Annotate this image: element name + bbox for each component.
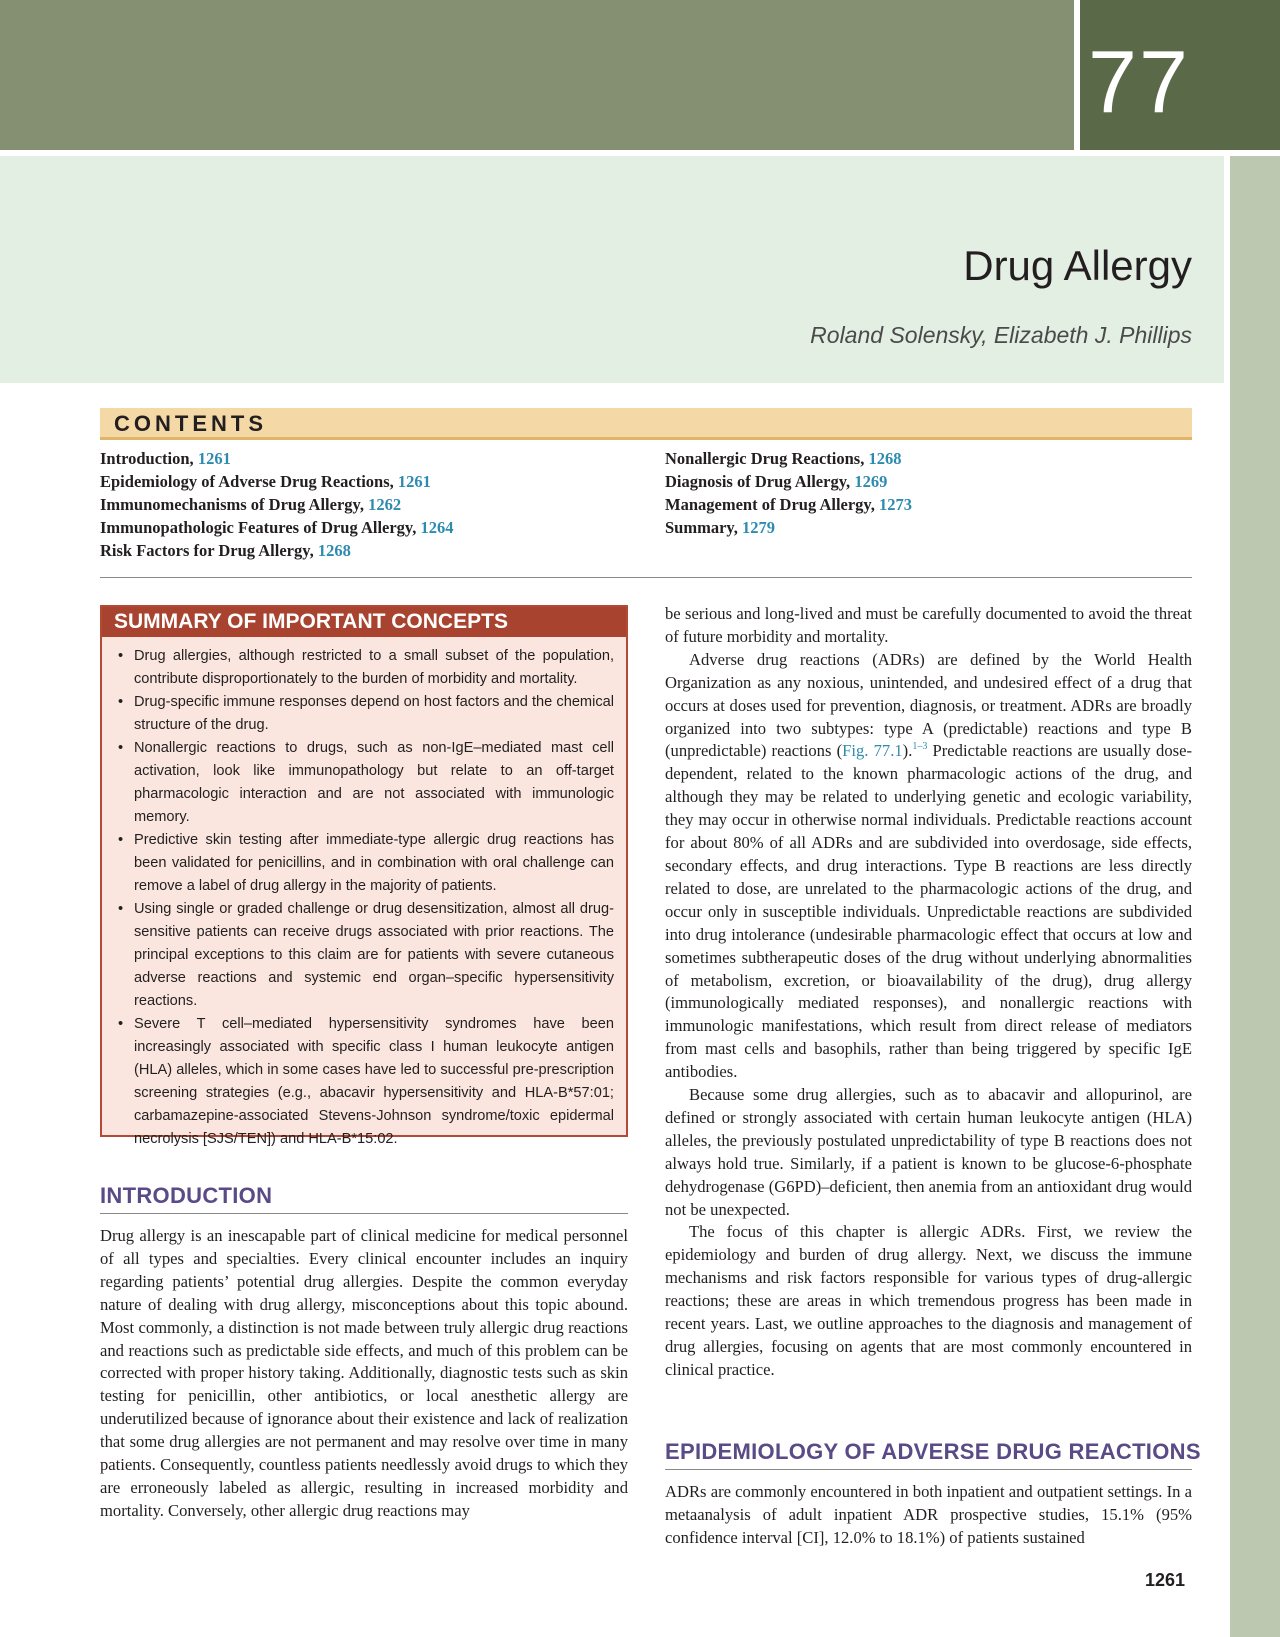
toc-entry[interactable] xyxy=(665,470,912,493)
summary-item: • Predictive skin testing after immediate-type allergic drug reactions has been validated for penicillins, and in combination with oral challenge can remove a label of drug allergy in the majority of patients. xyxy=(116,829,614,898)
toc-entry-page[interactable]: 1261 xyxy=(197,449,231,468)
toc-entry-page[interactable]: 1279 xyxy=(742,518,776,537)
toc-entry-page[interactable]: 1268 xyxy=(868,449,902,468)
epidemiology-paragraph: ADRs are commonly encountered in both inpatient and outpatient settings. In a metaanalysis of adult inpatient ADR prospective studies, 15.1% (95% confidence interval [CI], 12.0% to 18.1%) of patients sustained xyxy=(665,1482,1192,1547)
summary-item: • Nonallergic reactions to drugs, such as non-IgE–mediated mast cell activation, look like immunopathology but relate to an off-target pharmacologic interaction and are not associated with immunologic memory. xyxy=(116,737,614,829)
citation-link[interactable]: 1–3 xyxy=(912,741,928,753)
toc-entry-title: Nonallergic Drug Reactions, xyxy=(665,449,865,468)
header-band xyxy=(0,0,1074,150)
hla-paragraph: Because some drug allergies, such as to abacavir and allopurinol, are defined or strongly associated with certain human leukocyte antigen (HLA) alleles, the previously postulated unpredictability of type B reactions does not always hold true. Similarly, if a patient is known to be glucose-6-phosphate dehydrogenase (G6PD)–deficient, then anemia from an antioxidant drug would not be unexpected. xyxy=(665,1085,1192,1219)
introduction-heading: INTRODUCTION xyxy=(100,1183,273,1208)
introduction-rule xyxy=(100,1213,628,1214)
chapter-authors: Roland Solensky, Elizabeth J. Phillips xyxy=(810,322,1192,348)
introduction-paragraph: Drug allergy is an inescapable part of clinical medicine for medical personnel of all types and specialties. Every clinical encounter includes an inquiry regarding patients’ potential drug allergies. Despite the common everyday nature of dealing with drug allergy, misconceptions about this topic abound. Most commonly, a distinction is not made between truly allergic drug reactions and reactions such as predictable side effects, and much of this problem can be corrected with proper history taking. Additionally, diagnostic tests such as skin testing for penicillin, other antibiotics, or local anesthetic allergy are underutilized because of ignorance about their existence and lack of realization that some drug allergies are not permanent and may resolve over time in many patients. Consequently, countless patients needlessly avoid drugs to which they are erroneously labeled as allergic, resulting in increased morbidity and mortality. Conversely, other allergic drug reactions may xyxy=(100,1226,628,1520)
adr-definition-paragraph xyxy=(665,649,1192,1084)
toc-entry[interactable] xyxy=(100,539,454,562)
toc-entry-page[interactable]: 1261 xyxy=(397,472,431,491)
toc-entry-page[interactable]: 1264 xyxy=(420,518,454,537)
chapter-number: 77 xyxy=(1088,32,1190,131)
contents-bar xyxy=(100,408,1192,440)
toc-entry-page[interactable]: 1273 xyxy=(879,495,913,514)
summary-item: • Using single or graded challenge or drug desensitization, almost all drug-sensitive patients can receive drugs associated with prior reactions. The principal exceptions to this claim are for patients with severe cutaneous adverse reactions and systemic end organ–specific hypersensitivity reactions. xyxy=(116,898,614,1013)
toc-entry[interactable] xyxy=(100,493,454,516)
toc-entry-title: Immunopathologic Features of Drug Allergy, xyxy=(100,518,417,537)
right-column-body xyxy=(665,603,1192,1382)
summary-item: • Drug-specific immune responses depend on host factors and the chemical structure of the drug. xyxy=(116,691,614,737)
adr-text-mid: ). xyxy=(902,741,913,761)
epidemiology-body xyxy=(665,1481,1192,1550)
adr-text-start: Adverse drug reactions (ADRs) are defined by the World Health Organization as any noxious, unintended, and undesired effect of a drug that occurs at doses used for prevention, diagnosis, or treatment. ADRs are broadly organized into two subtypes: type A (predictable) reactions and type B (unpredictable) reactions ( xyxy=(665,649,1192,761)
page-number: 1261 xyxy=(1145,1570,1186,1590)
toc-entry[interactable] xyxy=(665,516,912,539)
toc-entry[interactable] xyxy=(100,470,454,493)
summary-heading: SUMMARY OF IMPORTANT CONCEPTS xyxy=(102,607,626,637)
figure-reference-link[interactable]: Fig. 77.1 xyxy=(842,741,903,761)
summary-list xyxy=(116,645,614,1151)
focus-paragraph: The focus of this chapter is allergic ADRs. First, we review the epidemiology and burden of drug allergy. Next, we discuss the immune mechanisms and risk factors responsible for various types of drug-allergic reactions; these are areas in which tremendous progress has been made in recent years. Last, we outline approaches to the diagnosis and management of drug allergies, focusing on agents that are most commonly encountered in clinical practice. xyxy=(665,1222,1192,1379)
toc-entry-title: Management of Drug Allergy, xyxy=(665,495,875,514)
toc-entry[interactable] xyxy=(100,516,454,539)
contents-label: CONTENTS xyxy=(114,411,267,436)
toc-entry-title: Epidemiology of Adverse Drug Reactions, xyxy=(100,472,394,491)
chapter-title: Drug Allergy xyxy=(963,242,1192,289)
toc-left-column xyxy=(100,447,454,562)
toc-entry[interactable] xyxy=(665,493,912,516)
toc-entry-page[interactable]: 1268 xyxy=(317,541,351,560)
side-strip xyxy=(1230,156,1280,1637)
toc-entry-title: Diagnosis of Drug Allergy, xyxy=(665,472,851,491)
toc-entry-page[interactable]: 1262 xyxy=(368,495,402,514)
epidemiology-heading: EPIDEMIOLOGY OF ADVERSE DRUG REACTIONS xyxy=(665,1439,1201,1464)
continuation-paragraph: be serious and long-lived and must be carefully documented to avoid the threat of future morbidity and mortality. xyxy=(665,604,1192,646)
adr-text-end: Predictable reactions are usually dose-dependent, related to the known pharmacologic actions of the drug, and although they may be related to underlying genetic and ecologic variability, they may occur in otherwise normal individuals. Predictable reactions account for about 80% of all ADRs and are subdivided into overdosage, side effects, secondary effects, and drug interactions. Type B reactions are less directly related to dose, are unrelated to the pharmacologic actions of the drug, and occur only in susceptible individuals. Unpredictable reactions are subdivided into drug intolerance (undesirable pharmacologic effect that occurs at low and sometimes subtherapeutic doses of the drug without underlying abnormalities of metabolism, excretion, or bioavailability of the drug), drug allergy (immunologically mediated responses), and nonallergic reactions with immunologic manifestations, which result from direct release of mediators from mast cells and basophils, rather than being triggered by specific IgE antibodies. xyxy=(665,741,1192,1082)
summary-item: • Drug allergies, although restricted to a small subset of the population, contribute disproportionately to the burden of morbidity and mortality. xyxy=(116,645,614,691)
summary-item: • Severe T cell–mediated hypersensitivity syndromes have been increasingly associated with specific class I human leukocyte antigen (HLA) alleles, which in some cases have led to successful pre-prescription screening strategies (e.g., abacavir hypersensitivity and HLA-B*57:01; carbamazepine-associated Stevens-Johnson syndrome/toxic epidermal necrolysis [SJS/TEN]) and HLA-B*15:02. xyxy=(116,1013,614,1151)
toc-entry-title: Immunomechanisms of Drug Allergy, xyxy=(100,495,364,514)
toc-entry-page[interactable]: 1269 xyxy=(854,472,888,491)
toc-entry-title: Risk Factors for Drug Allergy, xyxy=(100,541,314,560)
epidemiology-rule xyxy=(665,1469,1192,1470)
toc-entry[interactable] xyxy=(665,447,912,470)
toc-entry-title: Summary, xyxy=(665,518,738,537)
toc-entry-title: Introduction, xyxy=(100,449,194,468)
contents-divider xyxy=(100,577,1192,578)
toc-entry[interactable] xyxy=(100,447,454,470)
summary-box xyxy=(100,605,628,1147)
introduction-body xyxy=(100,1225,628,1523)
toc-right-column xyxy=(665,447,912,539)
